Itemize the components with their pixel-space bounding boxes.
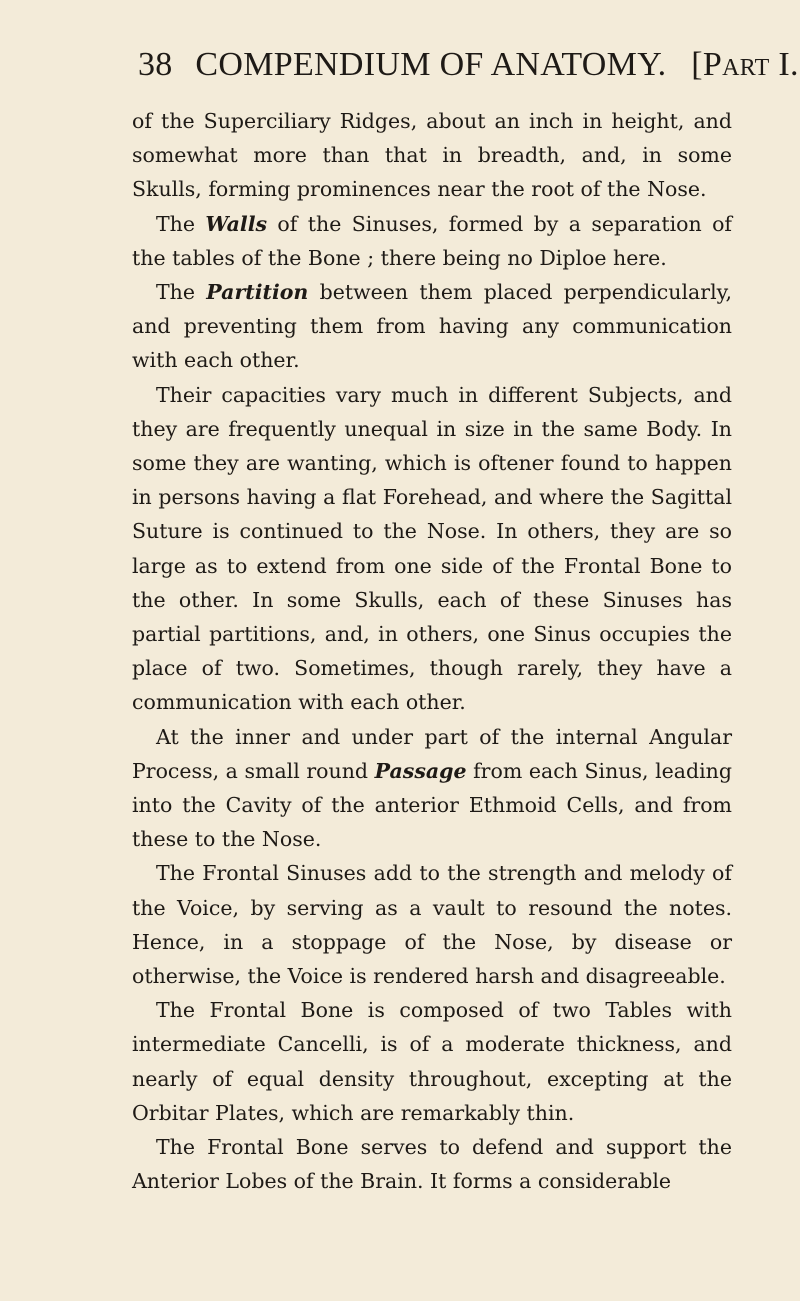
running-header: [138, 46, 799, 84]
running-title: COMPENDIUM OF ANATOMY.: [195, 46, 667, 83]
paragraph-6: The Frontal Sinuses add to the strength and melody of the Voice, by serving as a vault to resound the notes. Hence, in a stoppage of the Nose, by disease or otherwise, the Voice is rendered harsh and disagreeable.: [132, 861, 732, 989]
paragraph-7: The Frontal Bone is composed of two Tables with intermediate Cancelli, is of a moderate thickness, and nearly of equal density throughout, excepting at the Orbitar Plates, which are remarkably thin.: [132, 998, 732, 1125]
part-label: [Part I.: [691, 46, 799, 83]
paragraph-3: The Partition between them placed perpendicularly, and preventing them from having any communication with each other.: [132, 280, 732, 373]
emphasis-walls: Walls: [205, 211, 268, 236]
emphasis-passage: Passage: [374, 758, 467, 783]
body-text: [132, 104, 732, 1199]
paragraph-5: At the inner and under part of the internal Angular Process, a small round Passage from each Sinus, leading into the Cavity of the anterior Ethmoid Cells, and from these to the Nose.: [132, 724, 733, 852]
emphasis-partition: Partition: [206, 280, 309, 305]
paragraph-1: of the Superciliary Ridges, about an inch in height, and somewhat more than that in breadth, and, in some Skulls, forming prominences near the root of the Nose.: [132, 109, 732, 202]
page-number: 38: [138, 46, 173, 83]
paragraph-4: Their capacities vary much in different Subjects, and they are frequently unequal in size in the same Body. In some they are wanting, which is oftener found to happen in persons having a flat Forehead, and where the Sagittal Suture is continued to the Nose. In others, they are so large as to extend from one side of the Frontal Bone to the other. In some Skulls, each of these Sinuses has partial partitions, and, in others, one Sinus occupies the place of two. Sometimes, though rarely, they have a communication with each other.: [132, 382, 732, 715]
paragraph-8: The Frontal Bone serves to defend and support the Anterior Lobes of the Brain. It forms a considerable: [132, 1135, 732, 1194]
paragraph-2: The Walls of the Sinuses, formed by a separation of the tables of the Bone ; there being no Diploe here.: [132, 211, 732, 270]
